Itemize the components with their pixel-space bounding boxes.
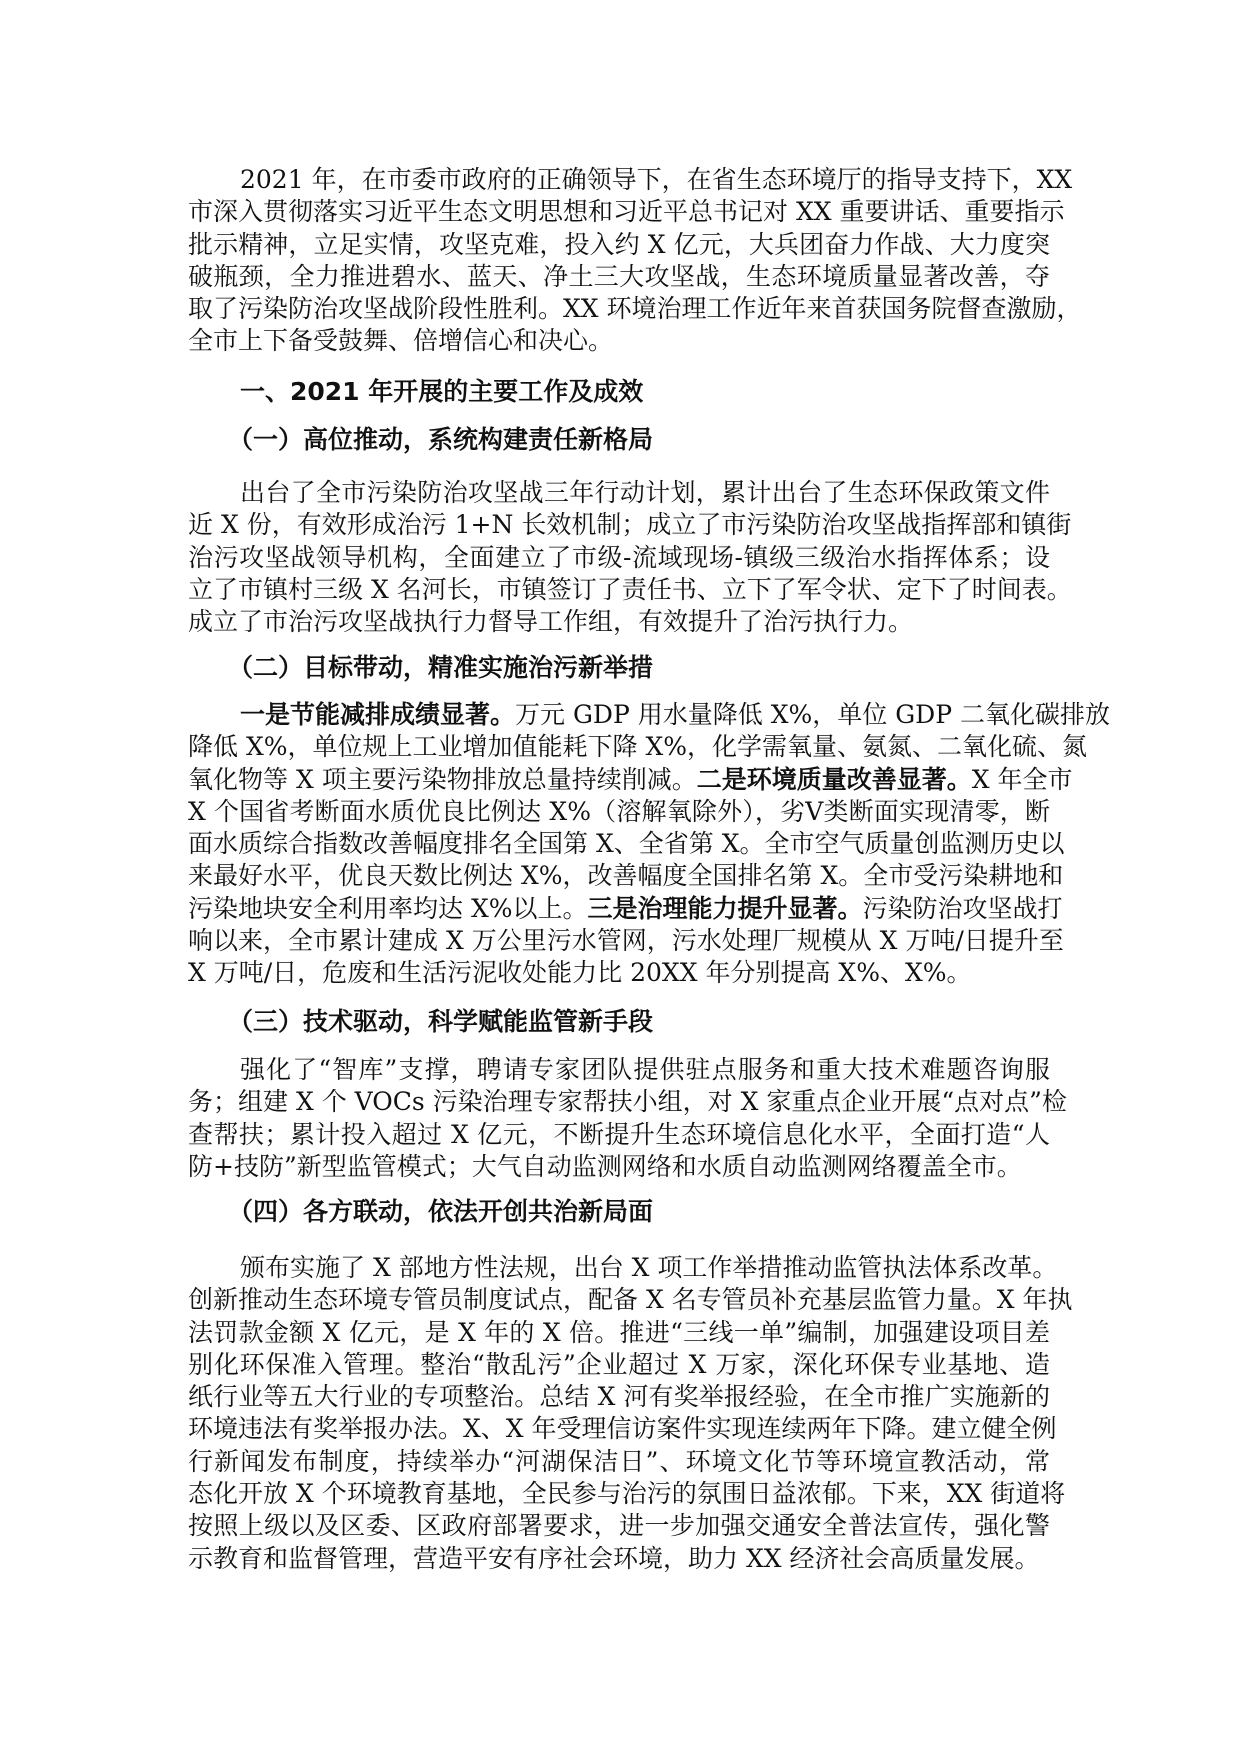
text-run: 成立了市治污攻坚战执行力督导工作组，有效提升了治污执行力。 <box>188 607 914 637</box>
bold-lead-in: 三是治理能力提升显著。 <box>587 893 863 923</box>
text-run: 务；组建 X 个 VOCs 污染治理专家帮扶小组，对 X 家重点企业开展“点对点”检 <box>188 1087 1067 1117</box>
text-run: 2021 年，在市委市政府的正确领导下，在省生态环境厅的指导支持下，XX <box>240 165 1073 194</box>
subsection-3-paragraph <box>188 1054 1067 1183</box>
text-line <box>188 1349 1050 1381</box>
text-run: （二）目标带动，精准实施治污新举措 <box>228 653 654 682</box>
text-line <box>188 1381 1050 1413</box>
text-line <box>188 293 1082 325</box>
intro-paragraph <box>188 164 1082 358</box>
text-run: （四）各方联动，依法开创共治新局面 <box>228 1197 654 1226</box>
text-line <box>188 957 1050 989</box>
text-line <box>188 477 1050 509</box>
text-line <box>188 261 1050 293</box>
text-run: X 年全市 <box>971 764 1073 794</box>
text-line <box>188 764 1073 796</box>
text-run: 强化了“智库”支撑，聘请专家团队提供驻点服务和重大技术难题咨询服 <box>240 1055 1050 1084</box>
text-line <box>188 1119 1050 1151</box>
text-line <box>188 1317 1050 1349</box>
heading-text <box>188 1006 1050 1038</box>
text-run: 出台了全市污染防治攻坚战三年行动计划，累计出台了生态环保政策文件 <box>240 478 1050 507</box>
text-line <box>188 1086 1067 1118</box>
text-run: 防+技防”新型监管模式；大气自动监测网络和水质自动监测网络覆盖全市。 <box>188 1151 1022 1181</box>
text-line <box>188 1510 1050 1542</box>
text-line <box>188 574 1072 606</box>
text-run: 颁布实施了 X 部地方性法规，出台 X 项工作举措推动监管执法体系改革。 <box>240 1253 1058 1282</box>
text-run: 环境违法有奖举报办法。X、X 年受理信访案件实现连续两年下降。建立健全例 <box>188 1414 1057 1444</box>
text-run: X 万吨/日，危废和生活污泥收处能力比 20XX 年分别提高 X%、X%。 <box>188 958 972 988</box>
text-line <box>188 1478 1066 1510</box>
text-run: 态化开放 X 个环境教育基地，全民参与治污的氛围日益浓郁。下来，XX 街道将 <box>188 1479 1066 1509</box>
subsection-1-paragraph <box>188 477 1072 638</box>
text-line <box>188 828 1065 860</box>
text-line <box>188 542 1050 574</box>
text-run: 纸行业等五大行业的专项整治。总结 X 河有奖举报经验，在全市推广实施新的 <box>188 1382 1050 1412</box>
text-run: 查帮扶；累计投入超过 X 亿元，不断提升生态环境信息化水平，全面打造“人 <box>188 1119 1050 1149</box>
text-run: 法罚款金额 X 亿元，是 X 年的 X 倍。推进“三线一单”编制，加强建设项目差 <box>188 1317 1050 1347</box>
text-run: 来最好水平，优良天数比例达 X%，改善幅度全国排名第 X。全市受污染耕地和 <box>188 861 1064 891</box>
text-run: 近 X 份，有效形成治污 1+N 长效机制；成立了市污染防治攻坚战指挥部和镇街 <box>188 510 1072 540</box>
subsection-heading-3 <box>188 1006 1050 1038</box>
text-run: 面水质综合指数改善幅度排名全国第 X、全省第 X。全市空气质量创监测历史以 <box>188 829 1065 859</box>
text-run: 氧化物等 X 项主要污染物排放总量持续削减。 <box>188 764 697 794</box>
text-line <box>188 893 1063 925</box>
text-run: 污染地块安全利用率均达 X%以上。 <box>188 893 588 923</box>
text-run: 立了市镇村三级 X 名河长，市镇签订了责任书、立下了军令状、定下了时间表。 <box>188 574 1072 604</box>
text-run: 别化环保准入管理。整治“散乱污”企业超过 X 万家，深化环保专业基地、造 <box>188 1349 1050 1379</box>
text-run: 万元 GDP 用水量降低 X%，单位 GDP 二氧化碳排放 <box>515 700 1110 729</box>
text-line <box>188 1284 1073 1316</box>
text-run: 市深入贯彻落实习近平生态文明思想和习近平总书记对 XX 重要讲话、重要指示 <box>188 197 1065 227</box>
text-line <box>188 509 1072 541</box>
subsection-heading-2 <box>188 652 1050 684</box>
text-line <box>188 699 1110 731</box>
heading-text <box>188 652 1050 684</box>
text-line <box>188 1543 1050 1575</box>
text-run: 按照上级以及区委、区政府部署要求，进一步加强交通安全普法宣传，强化警 <box>188 1511 1050 1541</box>
text-run: 批示精神，立足实情，攻坚克难，投入约 X 亿元，大兵团奋力作战、大力度突 <box>188 229 1050 259</box>
text-line <box>188 925 1064 957</box>
subsection-heading-1 <box>188 424 1050 456</box>
text-run: 示教育和监督管理，营造平安有序社会环境，助力 XX 经济社会高质量发展。 <box>188 1543 1040 1573</box>
text-run: （一）高位推动，系统构建责任新格局 <box>228 425 654 454</box>
text-run: X 个国省考断面水质优良比例达 X%（溶解氧除外），劣Ⅴ类断面实现清零，断 <box>188 796 1050 826</box>
text-line <box>188 325 1050 357</box>
text-run: （三）技术驱动，科学赋能监管新手段 <box>228 1007 654 1036</box>
text-run: 破瓶颈，全力推进碧水、蓝天、净土三大攻坚战，生态环境质量显著改善，夺 <box>188 261 1050 291</box>
text-run: 响以来，全市累计建成 X 万公里污水管网，污水处理厂规模从 X 万吨/日提升至 <box>188 926 1064 956</box>
subsection-heading-4 <box>188 1196 1050 1228</box>
text-run: 降低 X%，单位规上工业增加值能耗下降 X%，化学需氧量、氨氮、二氧化硫、氮 <box>188 732 1088 762</box>
text-line <box>188 1446 1050 1478</box>
text-line <box>188 606 1050 638</box>
text-line <box>188 796 1050 828</box>
text-line <box>188 196 1065 228</box>
section-heading-1 <box>188 376 1050 408</box>
subsection-2-paragraph <box>188 699 1110 990</box>
text-line <box>188 860 1064 892</box>
text-line <box>188 731 1088 763</box>
subsection-4-paragraph <box>188 1252 1073 1575</box>
text-line <box>188 229 1050 261</box>
heading-text <box>188 376 1050 408</box>
text-run: 污染防治攻坚战打 <box>862 893 1063 923</box>
text-run: 创新推动生态环境专管员制度试点，配备 X 名专管员补充基层监管力量。X 年执 <box>188 1285 1073 1315</box>
text-run: 一、2021 年开展的主要工作及成效 <box>240 377 644 406</box>
text-run: 行新闻发布制度，持续举办“河湖保洁日”、环境文化节等环境宣教活动，常 <box>188 1446 1050 1476</box>
heading-text <box>188 1196 1050 1228</box>
text-line <box>188 164 1073 196</box>
text-line <box>188 1252 1058 1284</box>
text-run: 取了污染防治攻坚战阶段性胜利。XX 环境治理工作近年来首获国务院督查激励， <box>188 294 1082 324</box>
text-run: 治污攻坚战领导机构，全面建立了市级-流域现场-镇级三级治水指挥体系；设 <box>188 542 1050 572</box>
text-line <box>188 1413 1057 1445</box>
text-line <box>188 1151 1050 1183</box>
text-run: 全市上下备受鼓舞、倍增信心和决心。 <box>188 326 614 356</box>
text-line <box>188 1054 1050 1086</box>
bold-lead-in: 二是环境质量改善显著。 <box>696 764 972 794</box>
heading-text <box>188 424 1050 456</box>
bold-lead-in: 一是节能减排成绩显著。 <box>240 700 516 729</box>
